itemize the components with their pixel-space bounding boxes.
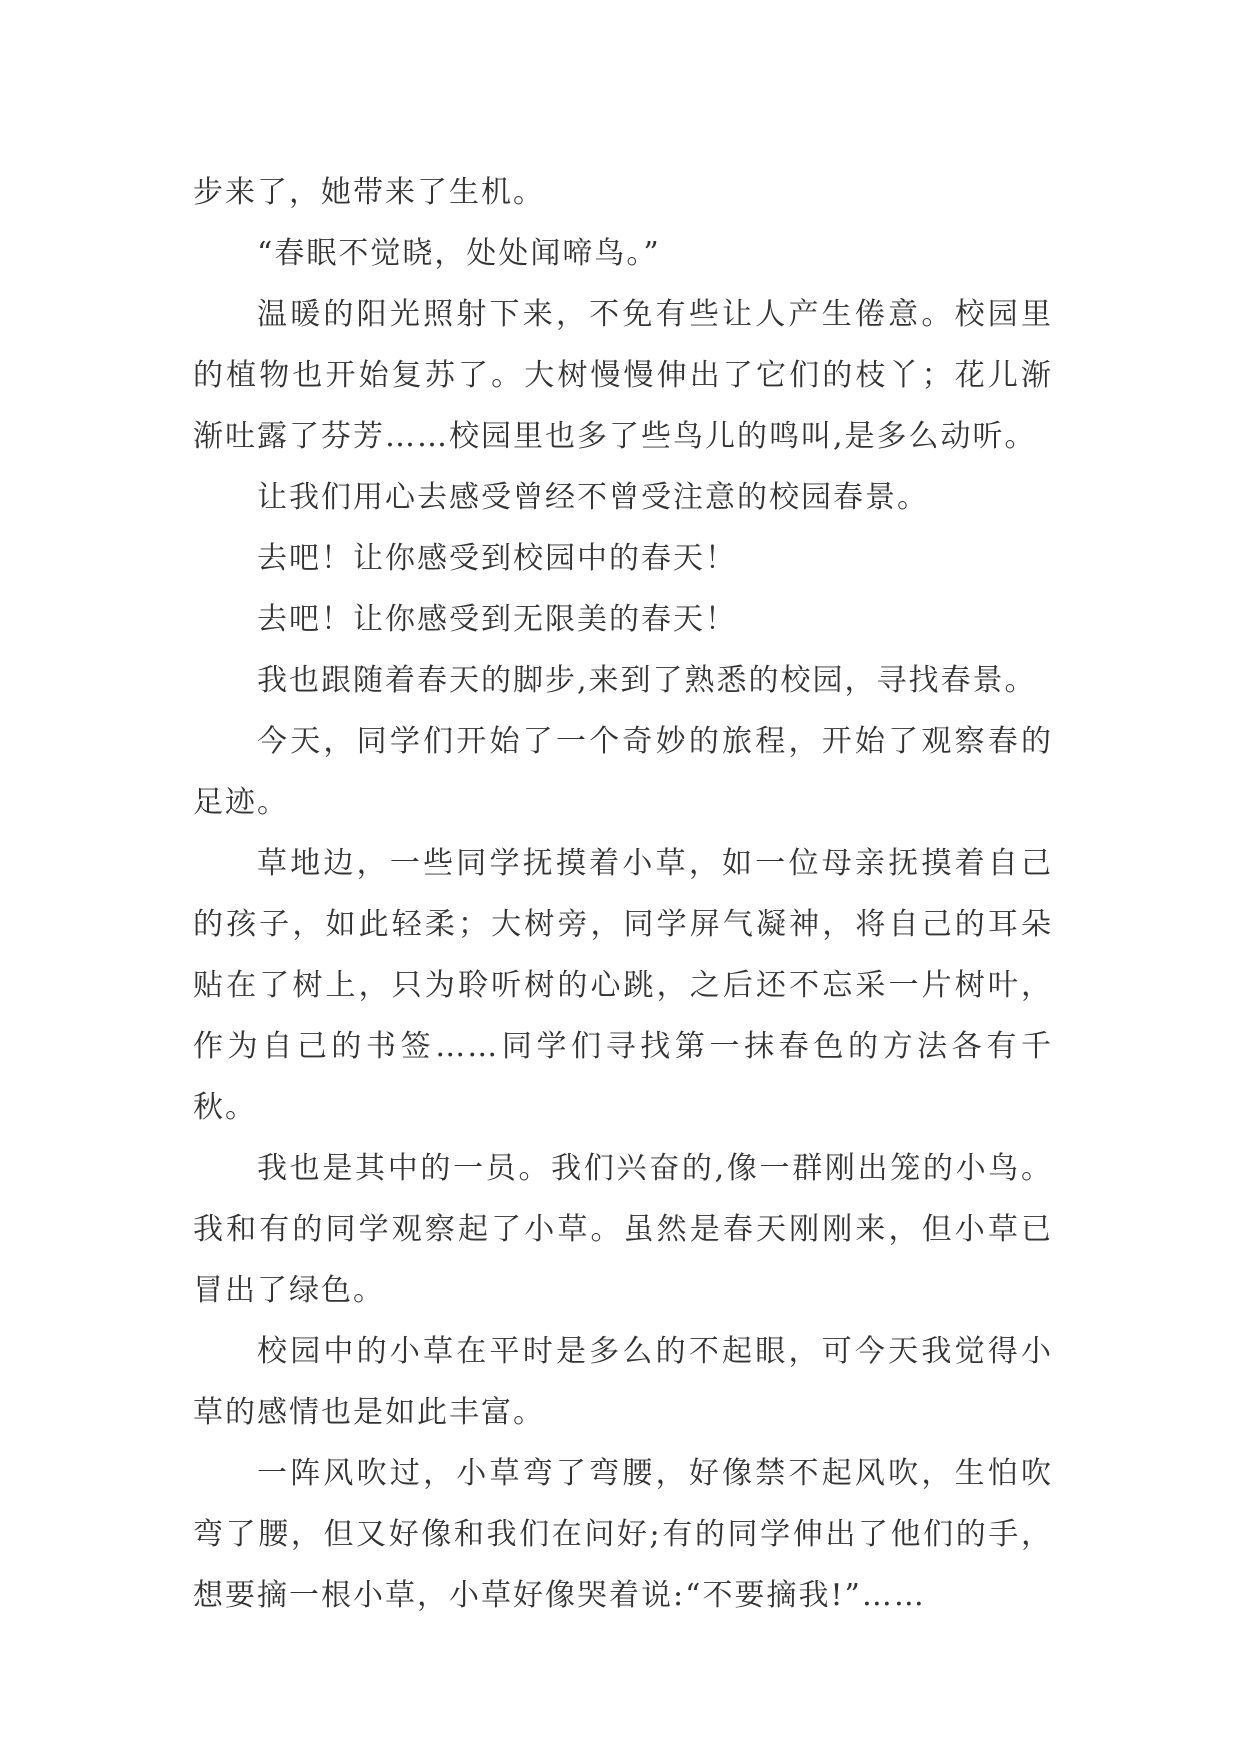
paragraph: 我也是其中的一员。我们兴奋的,像一群刚出笼的小鸟。我和有的同学观察起了小草。虽然是春天刚刚来，但小草已冒出了绿色。: [193, 1151, 1053, 1308]
paragraph: 让我们用心去感受曾经不曾受注意的校园春景。: [257, 480, 929, 515]
paragraph: 草地边，一些同学抚摸着小草，如一位母亲抚摸着自己的孩子，如此轻柔；大树旁，同学屏气凝神，将自己的耳朵贴在了树上，只为聆听树的心跳，之后还不忘采一片树叶，作为自己的书签……同学们寻找第一抹春色的方法各有千秋。: [193, 846, 1053, 1125]
paragraph: 步来了，她带来了生机。: [193, 175, 545, 210]
paragraph: 去吧！让你感受到校园中的春天！: [257, 541, 737, 576]
paragraph: 温暖的阳光照射下来，不免有些让人产生倦意。校园里的植物也开始复苏了。大树慢慢伸出了它们的枝丫；花儿渐渐吐露了芬芳……校园里也多了些鸟儿的鸣叫,是多么动听。: [193, 297, 1053, 454]
paragraph: 校园中的小草在平时是多么的不起眼，可今天我觉得小草的感情也是如此丰富。: [193, 1334, 1053, 1430]
paragraph: 今天，同学们开始了一个奇妙的旅程，开始了观察春的足迹。: [193, 724, 1053, 820]
paragraph: 去吧！让你感受到无限美的春天！: [257, 602, 737, 637]
paragraph: “春眠不觉晓，处处闻啼鸟。”: [257, 236, 661, 271]
document-body: [193, 162, 1053, 1626]
paragraph: 我也跟随着春天的脚步,来到了熟悉的校园，寻找春景。: [257, 663, 1037, 698]
paragraph: 一阵风吹过，小草弯了弯腰，好像禁不起风吹，生怕吹弯了腰，但又好像和我们在问好;有的同学伸出了他们的手，想要摘一根小草，小草好像哭着说:“不要摘我!”……: [193, 1456, 1053, 1613]
